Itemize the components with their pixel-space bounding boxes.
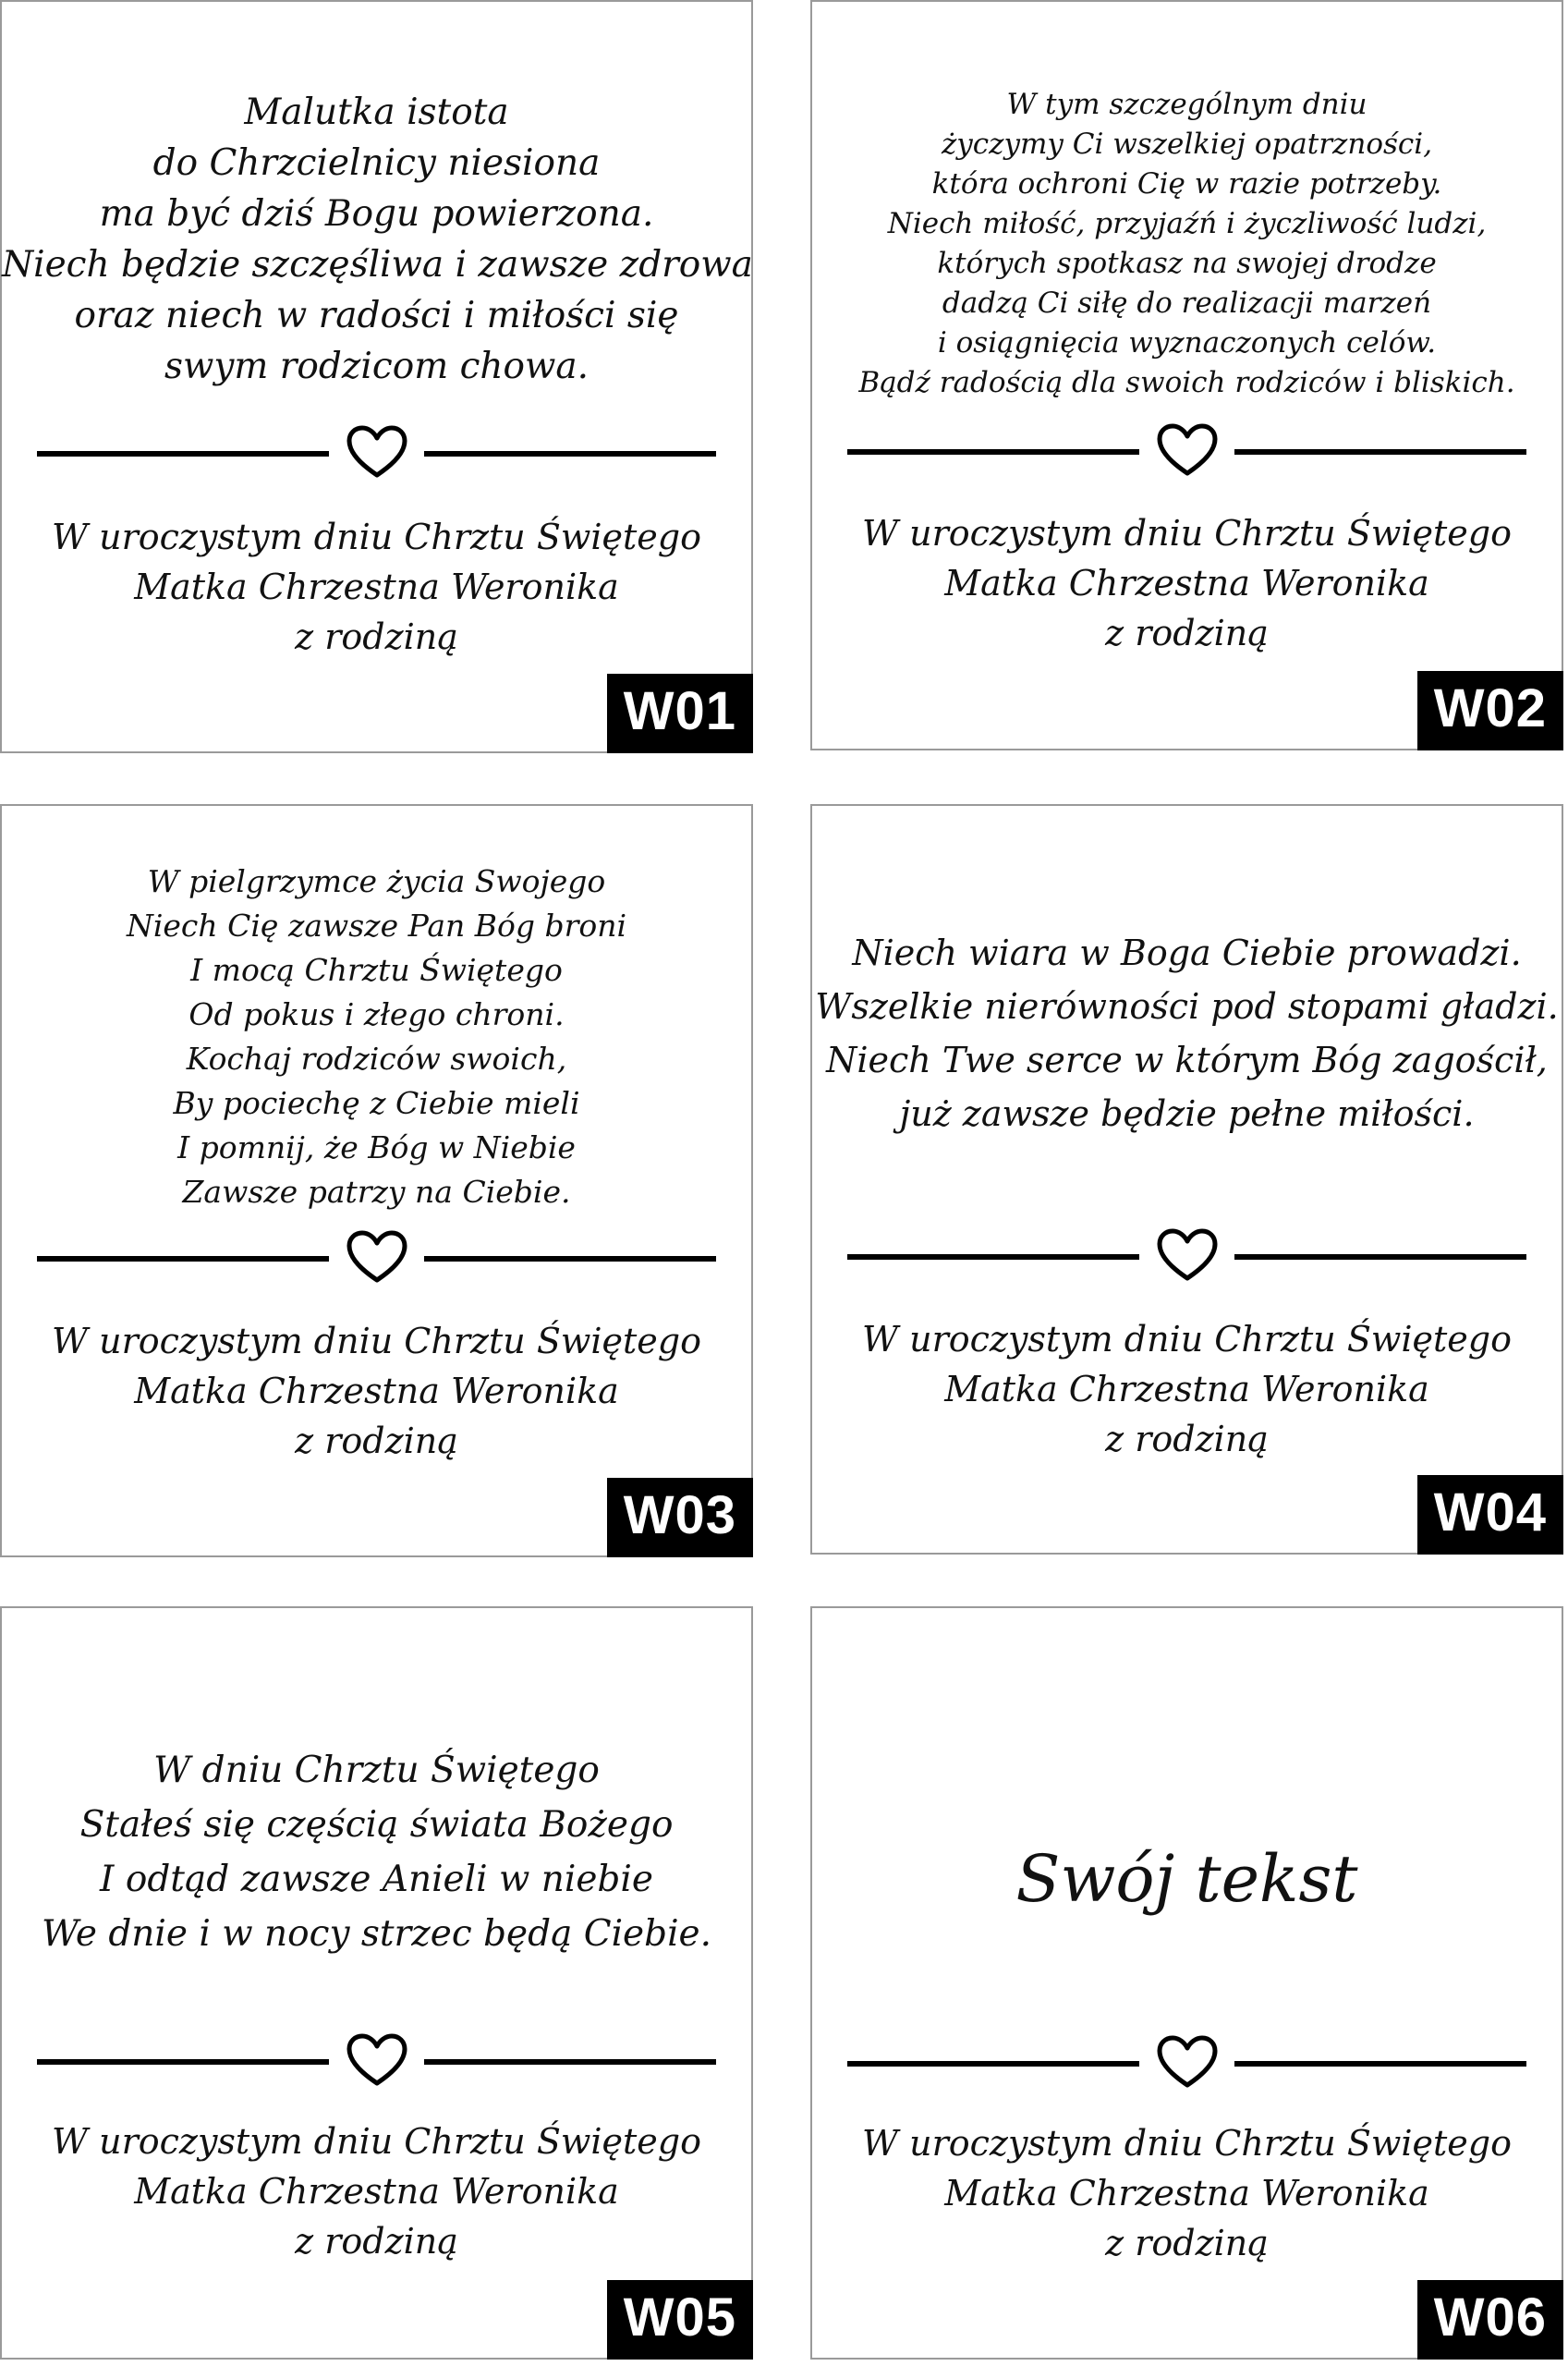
card-w05 [0,1606,753,2360]
verse-line: W dniu Chrztu Świętego [153,1750,600,1791]
divider-line-right [424,451,716,457]
divider [37,2033,716,2089]
divider-line-left [847,2061,1139,2067]
dedication-line: W uroczystym dniu Chrztu Świętego [52,2121,701,2162]
divider-line-right [424,1256,716,1262]
divider [847,2035,1526,2091]
dedication-line: z rodziną [295,2221,458,2262]
divider-line-right [1234,449,1526,455]
verse [812,1837,1562,1921]
divider-line-right [424,2059,716,2065]
verse-line: Niech Cię zawsze Pan Bóg broni [126,908,627,944]
divider-line-left [37,2059,329,2065]
custom-text-line: Swój tekst [1015,1841,1358,1917]
card-w06 [810,1606,1563,2360]
verse-line: oraz niech w radości i miłości się [74,295,679,336]
verse-line: już zawsze będzie pełne miłości. [899,1093,1475,1134]
divider-line-left [37,1256,329,1262]
verse-line: Bądź radością dla swoich rodziców i bliskich. [858,366,1515,399]
card-w02 [810,0,1563,750]
verse-line: która ochroni Cię w razie potrzeby. [931,167,1442,201]
dedication-line: Matka Chrzestna Weronika [134,567,619,607]
verse-line: Niech miłość, przyjaźń i życzliwość ludzi, [887,207,1487,240]
divider-line-left [37,451,329,457]
verse-line: I pomnij, że Bóg w Niebie [177,1129,576,1165]
verse-line: W pielgrzymce życia Swojego [147,863,606,899]
verse-line: Malutka istota [244,91,509,133]
verse-line: By pociechę z Ciebie mieli [173,1085,580,1121]
verse-line: swym rodzicom chowa. [164,346,590,387]
dedication-line: W uroczystym dniu Chrztu Świętego [52,1321,701,1361]
heart-icon [1156,1228,1219,1284]
dedication-line: z rodziną [295,616,458,657]
dedication [2,2116,751,2266]
card-w04 [810,804,1563,1555]
verse [2,860,751,1214]
code-badge: W02 [1417,671,1563,750]
verse-line: Zawsze patrzy na Ciebie. [182,1174,571,1210]
heart-icon [346,1230,408,1286]
divider-line-left [847,449,1139,455]
dedication-line: W uroczystym dniu Chrztu Świętego [862,2123,1512,2164]
verse-line: Kochaj rodziców swoich, [186,1041,567,1077]
dedication-line: Matka Chrzestna Weronika [944,1369,1429,1409]
code-badge: W06 [1417,2280,1563,2360]
verse-line: dadzą Ci siłę do realizacji marzeń [942,287,1432,320]
dedication-line: W uroczystym dniu Chrztu Świętego [862,513,1512,554]
verse-line: Wszelkie nierówności pod stopami gładzi. [815,986,1559,1027]
code-badge: W03 [607,1478,753,1557]
divider [37,1230,716,1286]
verse-line: Niech wiara w Boga Ciebie prowadzi. [852,933,1522,973]
code-badge: W01 [607,674,753,753]
code-badge: W05 [607,2280,753,2360]
dedication-line: Matka Chrzestna Weronika [944,563,1429,604]
verse-line: do Chrzcielnicy niesiona [152,142,601,184]
verse-line: Od pokus i złego chroni. [188,996,565,1032]
card-w03 [0,804,753,1557]
verse-line: Niech Twe serce w którym Bóg zagościł, [826,1040,1548,1080]
verse-line: W tym szczególnym dniu [1006,88,1367,121]
dedication-line: z rodziną [295,1421,458,1461]
heart-icon [1156,2035,1219,2091]
verse-line: i osiągnięcia wyznaczonych celów. [937,326,1437,360]
divider [847,1228,1526,1284]
dedication-line: Matka Chrzestna Weronika [134,1371,619,1411]
verse-line: ma być dziś Bogu powierzona. [99,193,654,235]
dedication [812,2118,1562,2268]
verse-line: Stałeś się częścią świata Bożego [79,1804,674,1846]
divider-line-right [1234,2061,1526,2067]
dedication-line: Matka Chrzestna Weronika [944,2173,1429,2214]
verse-line: I mocą Chrztu Świętego [190,952,563,988]
verse-line: We dnie i w nocy strzec będą Ciebie. [41,1913,712,1955]
verse [2,1743,751,1961]
verse [2,87,751,392]
verse [812,85,1562,403]
code-badge: W04 [1417,1475,1563,1555]
verse-line: Niech będzie szczęśliwa i zawsze zdrowa [2,244,753,286]
verse [812,926,1562,1140]
card-w01 [0,0,753,753]
verse-line: których spotkasz na swojej drodze [937,247,1437,280]
heart-icon [346,2033,408,2089]
dedication-line: W uroczystym dniu Chrztu Świętego [862,1319,1512,1360]
verse-line: życzymy Ci wszelkiej opatrzności, [941,128,1433,161]
dedication [812,1314,1562,1464]
dedication-line: z rodziną [1105,613,1269,653]
divider [37,425,716,481]
verse-line: I odtąd zawsze Anieli w niebie [100,1859,653,1900]
dedication [2,512,751,662]
heart-icon [346,425,408,481]
dedication [812,508,1562,658]
divider-line-right [1234,1254,1526,1260]
divider [847,423,1526,479]
dedication [2,1316,751,1466]
dedication-line: W uroczystym dniu Chrztu Świętego [52,517,701,557]
dedication-line: z rodziną [1105,1419,1269,1459]
heart-icon [1156,423,1219,479]
dedication-line: z rodziną [1105,2223,1269,2263]
divider-line-left [847,1254,1139,1260]
dedication-line: Matka Chrzestna Weronika [134,2171,619,2212]
